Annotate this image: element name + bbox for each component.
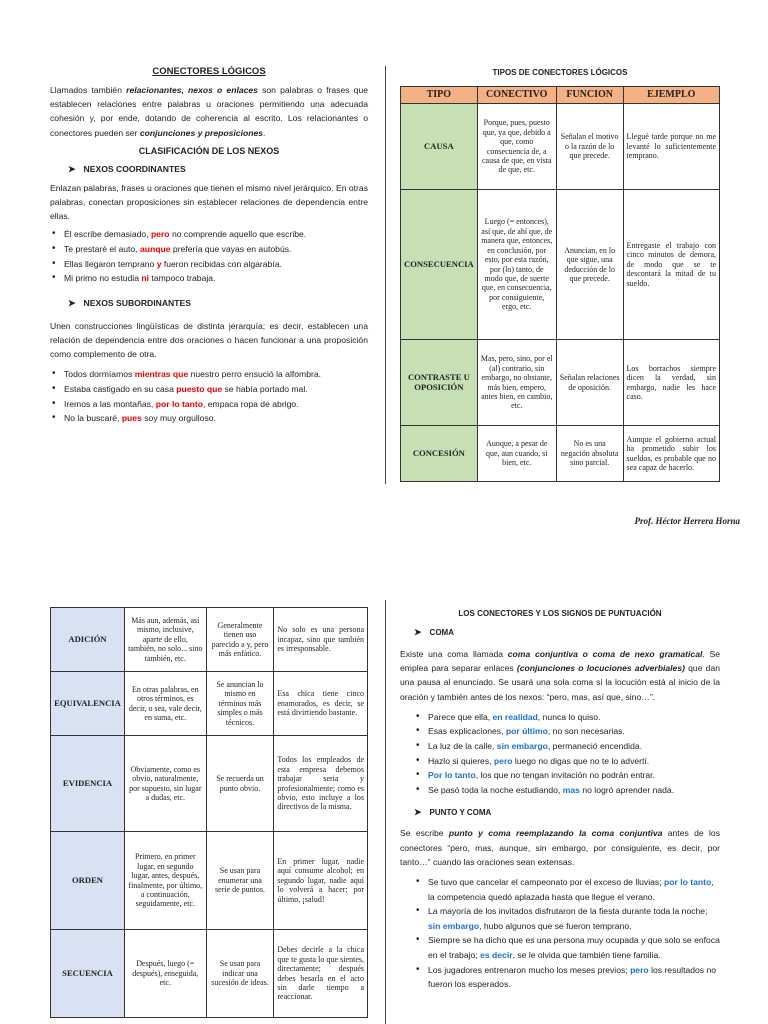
list-item xyxy=(414,783,720,798)
text-run: nuestro perro ensució la alfombra. xyxy=(188,369,321,380)
cell-ejemplo: Debes decirle a la chica que te gusta lo que sientes, directamente; después debes besarla en el acto sin darle tiempo a reaccionar. xyxy=(274,930,368,1018)
text-run: Él escribe demasiado, xyxy=(64,229,151,240)
text-run: soy muy orgulloso. xyxy=(141,413,216,424)
text-run: Iremos a las montañas, xyxy=(64,398,156,409)
highlighted-connector: Por lo tanto xyxy=(428,770,476,781)
text-run: Los jugadores entrenaron mucho los meses previos; xyxy=(428,964,631,975)
coord-paragraph: Enlazan palabras, frases u oraciones que tienen el mismo nivel jerárquico. En otras palabras, conectan proposiciones sin establecer relaciones de dependencia entre ellas. xyxy=(50,182,368,222)
highlighted-connector: es decir xyxy=(480,949,513,960)
highlighted-connector: sin embargo xyxy=(428,920,480,931)
highlighted-connector: pero xyxy=(493,755,513,766)
table-row xyxy=(401,190,720,340)
list-item xyxy=(50,242,368,257)
highlighted-connector: puesto que xyxy=(176,384,223,394)
list-item xyxy=(50,227,368,242)
text-run: . xyxy=(263,127,266,138)
left-top-section xyxy=(50,66,368,426)
text-run: prefería que vayas en autobús. xyxy=(170,244,292,255)
text-run: , empaca ropa de abrigo. xyxy=(202,398,299,409)
highlighted-connector: mientras que xyxy=(134,369,189,380)
cell-tipo: CONCESIÓN xyxy=(401,426,478,482)
cell-tipo: SECUENCIA xyxy=(51,930,125,1018)
top-divider xyxy=(385,66,386,484)
cell-conectivo: Porque, pues, puesto que, ya que, debido a que, como consecuencia de, a causa de que, en vista de que, etc. xyxy=(477,104,556,190)
text-run: , no son necesarias. xyxy=(547,726,625,737)
list-item xyxy=(414,875,720,904)
cell-funcion: Anuncian, en lo que sigue, una deducción de lo que precede. xyxy=(556,190,623,340)
table-row xyxy=(51,672,368,736)
coma-list xyxy=(414,710,720,798)
cell-funcion: Se usan para enumerar una serie de puntos. xyxy=(206,832,274,930)
cell-funcion: Se usan para indicar una sucesión de ideas. xyxy=(206,930,274,1018)
cell-funcion: Señalan el motivo o la razón de lo que precede. xyxy=(556,104,623,190)
list-item xyxy=(414,739,720,754)
right-bottom-section xyxy=(400,609,720,992)
table-row xyxy=(401,340,720,426)
table-row xyxy=(51,832,368,930)
table-row xyxy=(401,104,720,190)
text-run: No la buscaré, xyxy=(64,413,122,424)
text-run: Se tuvo que cancelar el campeonato por el exceso de lluvias; xyxy=(428,876,664,887)
text-run: La mayoría de los invitados disfrutaron de la fiesta durante toda la noche; xyxy=(428,906,708,917)
cell-tipo: CONTRASTE U OPOSICIÓN xyxy=(401,340,478,426)
list-item xyxy=(50,367,368,382)
pc-list xyxy=(414,875,720,992)
cell-tipo: CAUSA xyxy=(401,104,478,190)
table-header: EJEMPLO xyxy=(623,87,719,104)
highlighted-connector: (conjunciones o locuciones adverbiales) xyxy=(516,663,685,674)
text-run: Existe una coma llamada xyxy=(400,649,508,659)
text-run: , nunca lo quiso. xyxy=(537,711,601,722)
cell-tipo: CONSECUENCIA xyxy=(401,190,478,340)
list-item xyxy=(50,411,368,426)
highlighted-connector: por lo tanto xyxy=(664,876,712,887)
table-title: TIPOS DE CONECTORES LÓGICOS xyxy=(492,68,628,77)
highlighted-connector: punto y coma reemplazando la coma conjuntiva xyxy=(448,828,663,839)
connectors-table-top xyxy=(400,86,720,482)
highlighted-connector: pero xyxy=(630,964,649,975)
cell-ejemplo: Llegué tarde porque no me levanté lo suficientemente temprano. xyxy=(623,104,719,190)
signature: Prof. Héctor Herrera Horna xyxy=(634,516,740,526)
text-run: , permaneció encendida. xyxy=(547,741,643,751)
cell-funcion: No es una negación absoluta sino parcial. xyxy=(556,426,623,482)
cell-conectivo: Después, luego (= después), enseguida, etc. xyxy=(124,930,206,1018)
highlighted-connector: sin embargo xyxy=(496,741,548,751)
text-run: Se escribe xyxy=(400,828,449,839)
highlighted-connector: y xyxy=(156,258,162,269)
table-header: CONECTIVO xyxy=(477,87,556,104)
intro-paragraph xyxy=(50,83,368,140)
text-run: . Se emplea para separar enlaces xyxy=(400,649,720,674)
text-run: , la competencia quedó aplazada hasta que llegue el verano. xyxy=(428,876,714,902)
text-run: tampoco trabaja. xyxy=(149,273,216,284)
coord-list xyxy=(50,227,368,285)
cell-funcion: Generalmente tienen uso parecido a y, pero más enfático. xyxy=(206,608,274,672)
table-row xyxy=(51,736,368,832)
list-item xyxy=(50,397,368,412)
arrow-icon: ➤ xyxy=(68,297,76,308)
cell-ejemplo: Esa chica tiene cinco enamorados, es decir, se está divirtiendo bastante. xyxy=(274,672,368,736)
text-run: Esas explicaciones, xyxy=(428,726,506,737)
coma-paragraph xyxy=(400,647,720,704)
highlighted-connector: aunque xyxy=(139,244,171,255)
sub-list xyxy=(50,367,368,425)
list-item xyxy=(414,963,720,992)
text-run: , hubo algunos que se fueron temprano. xyxy=(479,920,632,931)
list-item xyxy=(50,271,368,286)
text-run: antes de los conectores “pero, mas, aunque, sin embargo, por consiguiente, es decir, por tanto…” cuando las oraciones sean extensas. xyxy=(400,828,720,867)
cell-conectivo: Más aun, además, así mismo, inclusive, aparte de ello, también, no solo... sino también, etc. xyxy=(124,608,206,672)
highlighted-connector: conjunciones y preposiciones xyxy=(139,127,264,138)
cell-funcion: Se recuerda un punto obvio. xyxy=(206,736,274,832)
pc-paragraph xyxy=(400,826,720,869)
text-run: no comprende aquello que escribe. xyxy=(169,229,307,240)
highlighted-connector: pero xyxy=(150,229,170,240)
highlighted-connector: coma conjuntiva o coma de nexo gramatical xyxy=(507,649,703,659)
arrow-icon: ➤ xyxy=(414,627,422,637)
connectors-table-bottom xyxy=(50,607,368,1018)
cell-ejemplo: Aunque el gobierno actual ha prometido subir los sueldos, es probable que no sea capaz de hacerlo. xyxy=(623,426,719,482)
text-run: Ellas llegaron temprano xyxy=(64,258,157,269)
table-header: TIPO xyxy=(401,87,478,104)
cell-conectivo: Primero, en primer lugar, en segundo lugar, antes, después, finalmente, por último, a continuación, seguidamente, etc. xyxy=(124,832,206,930)
list-item xyxy=(414,768,720,783)
list-item xyxy=(50,257,368,272)
text-run: Hazlo si quieres, xyxy=(428,755,494,766)
text-run: son palabras o frases que establecen relaciones entre palabras u oraciones permitiendo una adecuada cohesión y, por ende, dotando de coherencia al escrito. Los relacionantes o conectores pueden ser xyxy=(50,85,369,138)
text-run: Mi primo no estudia xyxy=(64,273,142,284)
cell-tipo: EVIDENCIA xyxy=(51,736,125,832)
table-row xyxy=(401,426,720,482)
cell-conectivo: En otras palabras, en otros términos, es decir, o sea, vale decir, en suma, etc. xyxy=(124,672,206,736)
cell-ejemplo: No solo es una persona incapaz, sino que también es irresponsable. xyxy=(274,608,368,672)
list-item xyxy=(50,382,368,397)
cell-conectivo: Mas, pero, sino, por el (al) contrario, sin embargo, no obstante, más bien, empero, antes bien, en cambio, etc. xyxy=(477,340,556,426)
pc-heading: ➤ PUNTO Y COMA xyxy=(414,807,492,818)
text-run: los resultados no fueron los esperados. xyxy=(428,964,717,990)
cell-ejemplo: Entregaste el trabajo con cinco minutos de demora, de modo que se te descontará la mitad de tu sueldo. xyxy=(623,190,719,340)
list-item xyxy=(414,754,720,769)
list-item xyxy=(414,904,720,933)
table-row xyxy=(51,930,368,1018)
highlighted-connector: en realidad xyxy=(492,711,538,722)
arrow-icon: ➤ xyxy=(68,163,76,174)
highlighted-connector: pues xyxy=(121,413,142,424)
cell-funcion: Señalan relaciones de oposición. xyxy=(556,340,623,426)
text-run: Todos dormíamos xyxy=(64,369,135,380)
punctuation-title: LOS CONECTORES Y LOS SIGNOS DE PUNTUACIÓN xyxy=(458,609,662,618)
text-run: Estaba castigado en su casa xyxy=(64,384,177,394)
cell-conectivo: Aunque, a pesar de que, aun cuando, si bien, etc. xyxy=(477,426,556,482)
text-run: La luz de la calle, xyxy=(428,741,497,751)
main-title: CONECTORES LÓGICOS xyxy=(152,66,266,77)
cell-tipo: ADICIÓN xyxy=(51,608,125,672)
cell-conectivo: Obviamente, como es obvio, naturalmente, por supuesto, sin lugar a dudas, etc. xyxy=(124,736,206,832)
text-run: fueron recibidas con algarabía. xyxy=(161,258,282,269)
coma-heading: ➤ COMA xyxy=(414,627,454,637)
text-run: Te prestaré el auto, xyxy=(64,244,140,255)
cell-conectivo: Luego (= entonces), así que, de ahí que, de manera que, entonces, en conclusión, por esto, por esta razón, por (lo) tanto, de modo que, de suerte que, en consecuencia, por consiguiente, ergo, etc. xyxy=(477,190,556,340)
highlighted-connector: relacionantes, nexos o enlaces xyxy=(126,85,258,95)
table-header: FUNCION xyxy=(556,87,623,104)
cell-ejemplo: En primer lugar, nadie aquí consume alcohol; en segundo lugar, nadie aquí lo volverá a hacer; por último, ¡salud! xyxy=(274,832,368,930)
arrow-icon: ➤ xyxy=(414,807,422,818)
text-run: luego no digas que no te lo advertí. xyxy=(512,755,650,766)
text-run: , los que no tengan invitación no podrán entrar. xyxy=(475,770,655,781)
text-run: que dan una pausa al enunciado. Se usará una sola coma si la locución está al inicio de la oración y también antes de los nexos: “pero, mas, así que, sino…”. xyxy=(400,663,721,702)
highlighted-connector: mas xyxy=(562,784,580,795)
text-run: se había portado mal. xyxy=(222,384,308,394)
list-item xyxy=(414,710,720,725)
table-row xyxy=(51,608,368,672)
text-run: Parece que ella, xyxy=(428,711,493,722)
cell-ejemplo: Todos los empleados de esta empresa debemos trabajar seria y profesionalmente; como es obvio, esto incluye a los directivos de la misma. xyxy=(274,736,368,832)
highlighted-connector: por lo tanto xyxy=(155,398,203,409)
cell-funcion: Se anuncian lo mismo en términos más simples o más técnicos. xyxy=(206,672,274,736)
text-run: no logró aprender nada. xyxy=(579,784,675,795)
text-run: Se pasó toda la noche estudiando, xyxy=(428,784,563,795)
highlighted-connector: ni xyxy=(141,273,150,284)
text-run: , se le olvida que también tiene familia. xyxy=(512,949,661,960)
text-run: Llamados también xyxy=(50,85,127,95)
text-run: Siempre se ha dicho que es una persona muy ocupada y que solo se enfoca en el trabajo; xyxy=(428,935,720,960)
cell-ejemplo: Los borrachos siempre dicen la verdad, sin embargo, nadie les hace caso. xyxy=(623,340,719,426)
list-item xyxy=(414,724,720,739)
cell-tipo: EQUIVALENCIA xyxy=(51,672,125,736)
coord-heading: ➤ NEXOS COORDINANTES xyxy=(68,163,186,174)
highlighted-connector: por último xyxy=(505,726,548,737)
bottom-divider xyxy=(385,600,386,1024)
sub-heading: ➤ NEXOS SUBORDINANTES xyxy=(68,297,191,308)
sub-paragraph: Unen construcciones lingüísticas de distinta jerarquía; es decir, establecen una relación de dependencia entre dos oraciones o hacen funcionar a una proposición como complemento de otra. xyxy=(50,320,368,360)
classification-title: CLASIFICACIÓN DE LOS NEXOS xyxy=(138,145,280,156)
list-item xyxy=(414,933,720,962)
cell-tipo: ORDEN xyxy=(51,832,125,930)
